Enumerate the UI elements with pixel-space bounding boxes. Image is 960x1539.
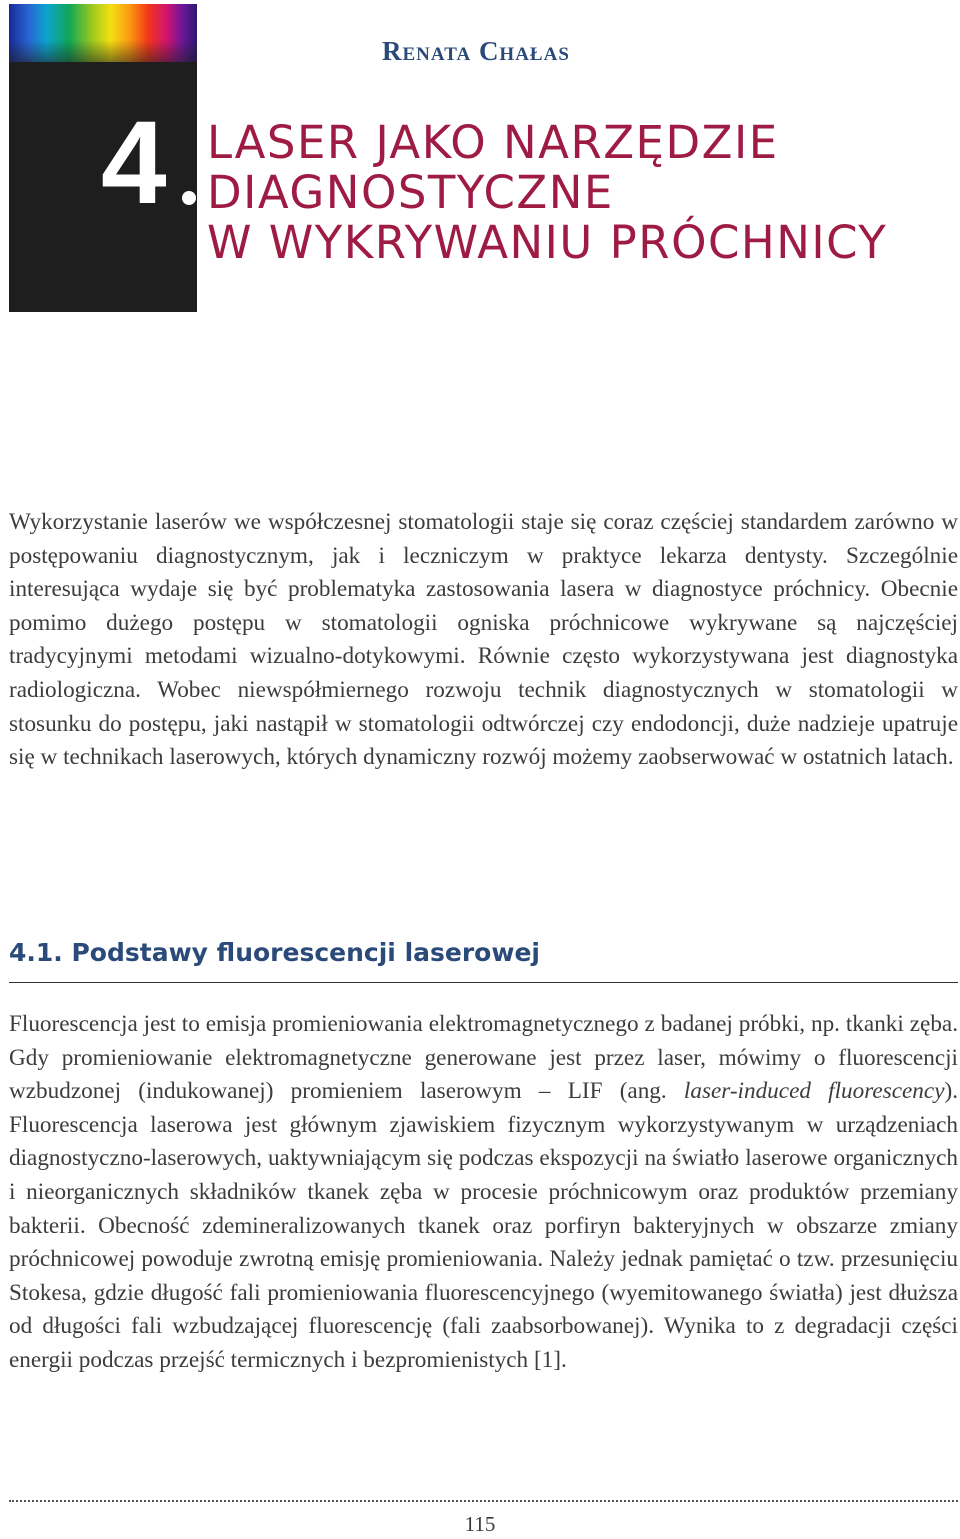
chapter-title-line: LASER JAKO NARZĘDZIE xyxy=(207,116,779,169)
chapter-title xyxy=(207,118,887,268)
page-number: 115 xyxy=(464,1512,496,1536)
chapter-title-line: DIAGNOSTYCZNE xyxy=(207,166,614,219)
chapter-number: 4 xyxy=(101,97,163,229)
chapter-number-dot xyxy=(182,191,196,205)
chapter-number-block xyxy=(9,4,197,312)
section-divider xyxy=(9,982,958,983)
section-paragraph xyxy=(9,1008,958,1378)
footer-dotted-divider xyxy=(9,1500,958,1502)
chapter-title-line: W WYKRYWANIU PRÓCHNICY xyxy=(207,216,888,269)
section-heading: 4.1. Podstawy fluorescencji laserowej xyxy=(9,938,540,967)
intro-paragraph: Wykorzystanie laserów we współczesnej stomatologii staje się coraz częściej standardem zarówno w postępowaniu diagnostycznym, jak i leczniczym w praktyce lekarza dentysty. Szczególnie interesująca wydaje się być problematyka zastosowania lasera w diagnostyce próchnicy. Obecnie pomimo dużego postępu w stomatologii ogniska próchnicowe wykrywane są najczęściej tradycyjnymi metodami wizualno-dotykowymi. Równie często wykorzystywana jest diagnostyka radiologiczna. Wobec niewspółmiernego rozwoju technik diagnostycznych w stomatologii w stosunku do postępu, jaki nastąpił w stomatologii odtwórczej czy endodoncji, duże nadzieje upatruje się w technikach laserowych, których dynamiczny rozwój możemy zaobserwować w ostatnich latach. xyxy=(9,509,958,771)
paragraph-text: ). Fluorescencja laserowa jest głównym zjawiskiem fizycznym wykorzystywanym w urządzeniach diagnostyczno-laserowych, uaktywniającym się podczas ekspozycji na światło laserowe organicznych i nieorganicznych składników tkanek zęba w procesie próchnicowym oraz produktów przemiany bakterii. Obecność zdemineralizowanych tkanek oraz porfiryn bakteryjnych w obszarze zmiany próchnicowej powoduje zwrotną emisję promieniowania. Należy jednak pamiętać o tzw. przesunięciu Stokesa, gdzie długość fali promieniowania fluorescencyjnego (wyemitowanego światła) jest dłuższa od długości fali wzbudzającej fluorescencję (fali zaabsorbowanej). Wynika to z degradacji części energii podczas przejść termicznych i bezpromienistych [1]. xyxy=(9,1078,959,1373)
chapter-author: Renata Chałas xyxy=(382,36,570,66)
spectrum-gradient-bar xyxy=(9,4,197,62)
italic-term: laser-induced fluorescency xyxy=(683,1078,945,1105)
paragraph-text: Fluorescencja jest to emisja promieniowania elektromagnetycznego z badanej próbki, np. tkanki zęba. Gdy promieniowanie elektromagnetyczne generowane jest przez laser, mówimy o fluorescencji wzbudzonej (indukowanej) promieniem laserowym – LIF (ang. xyxy=(9,1011,958,1105)
